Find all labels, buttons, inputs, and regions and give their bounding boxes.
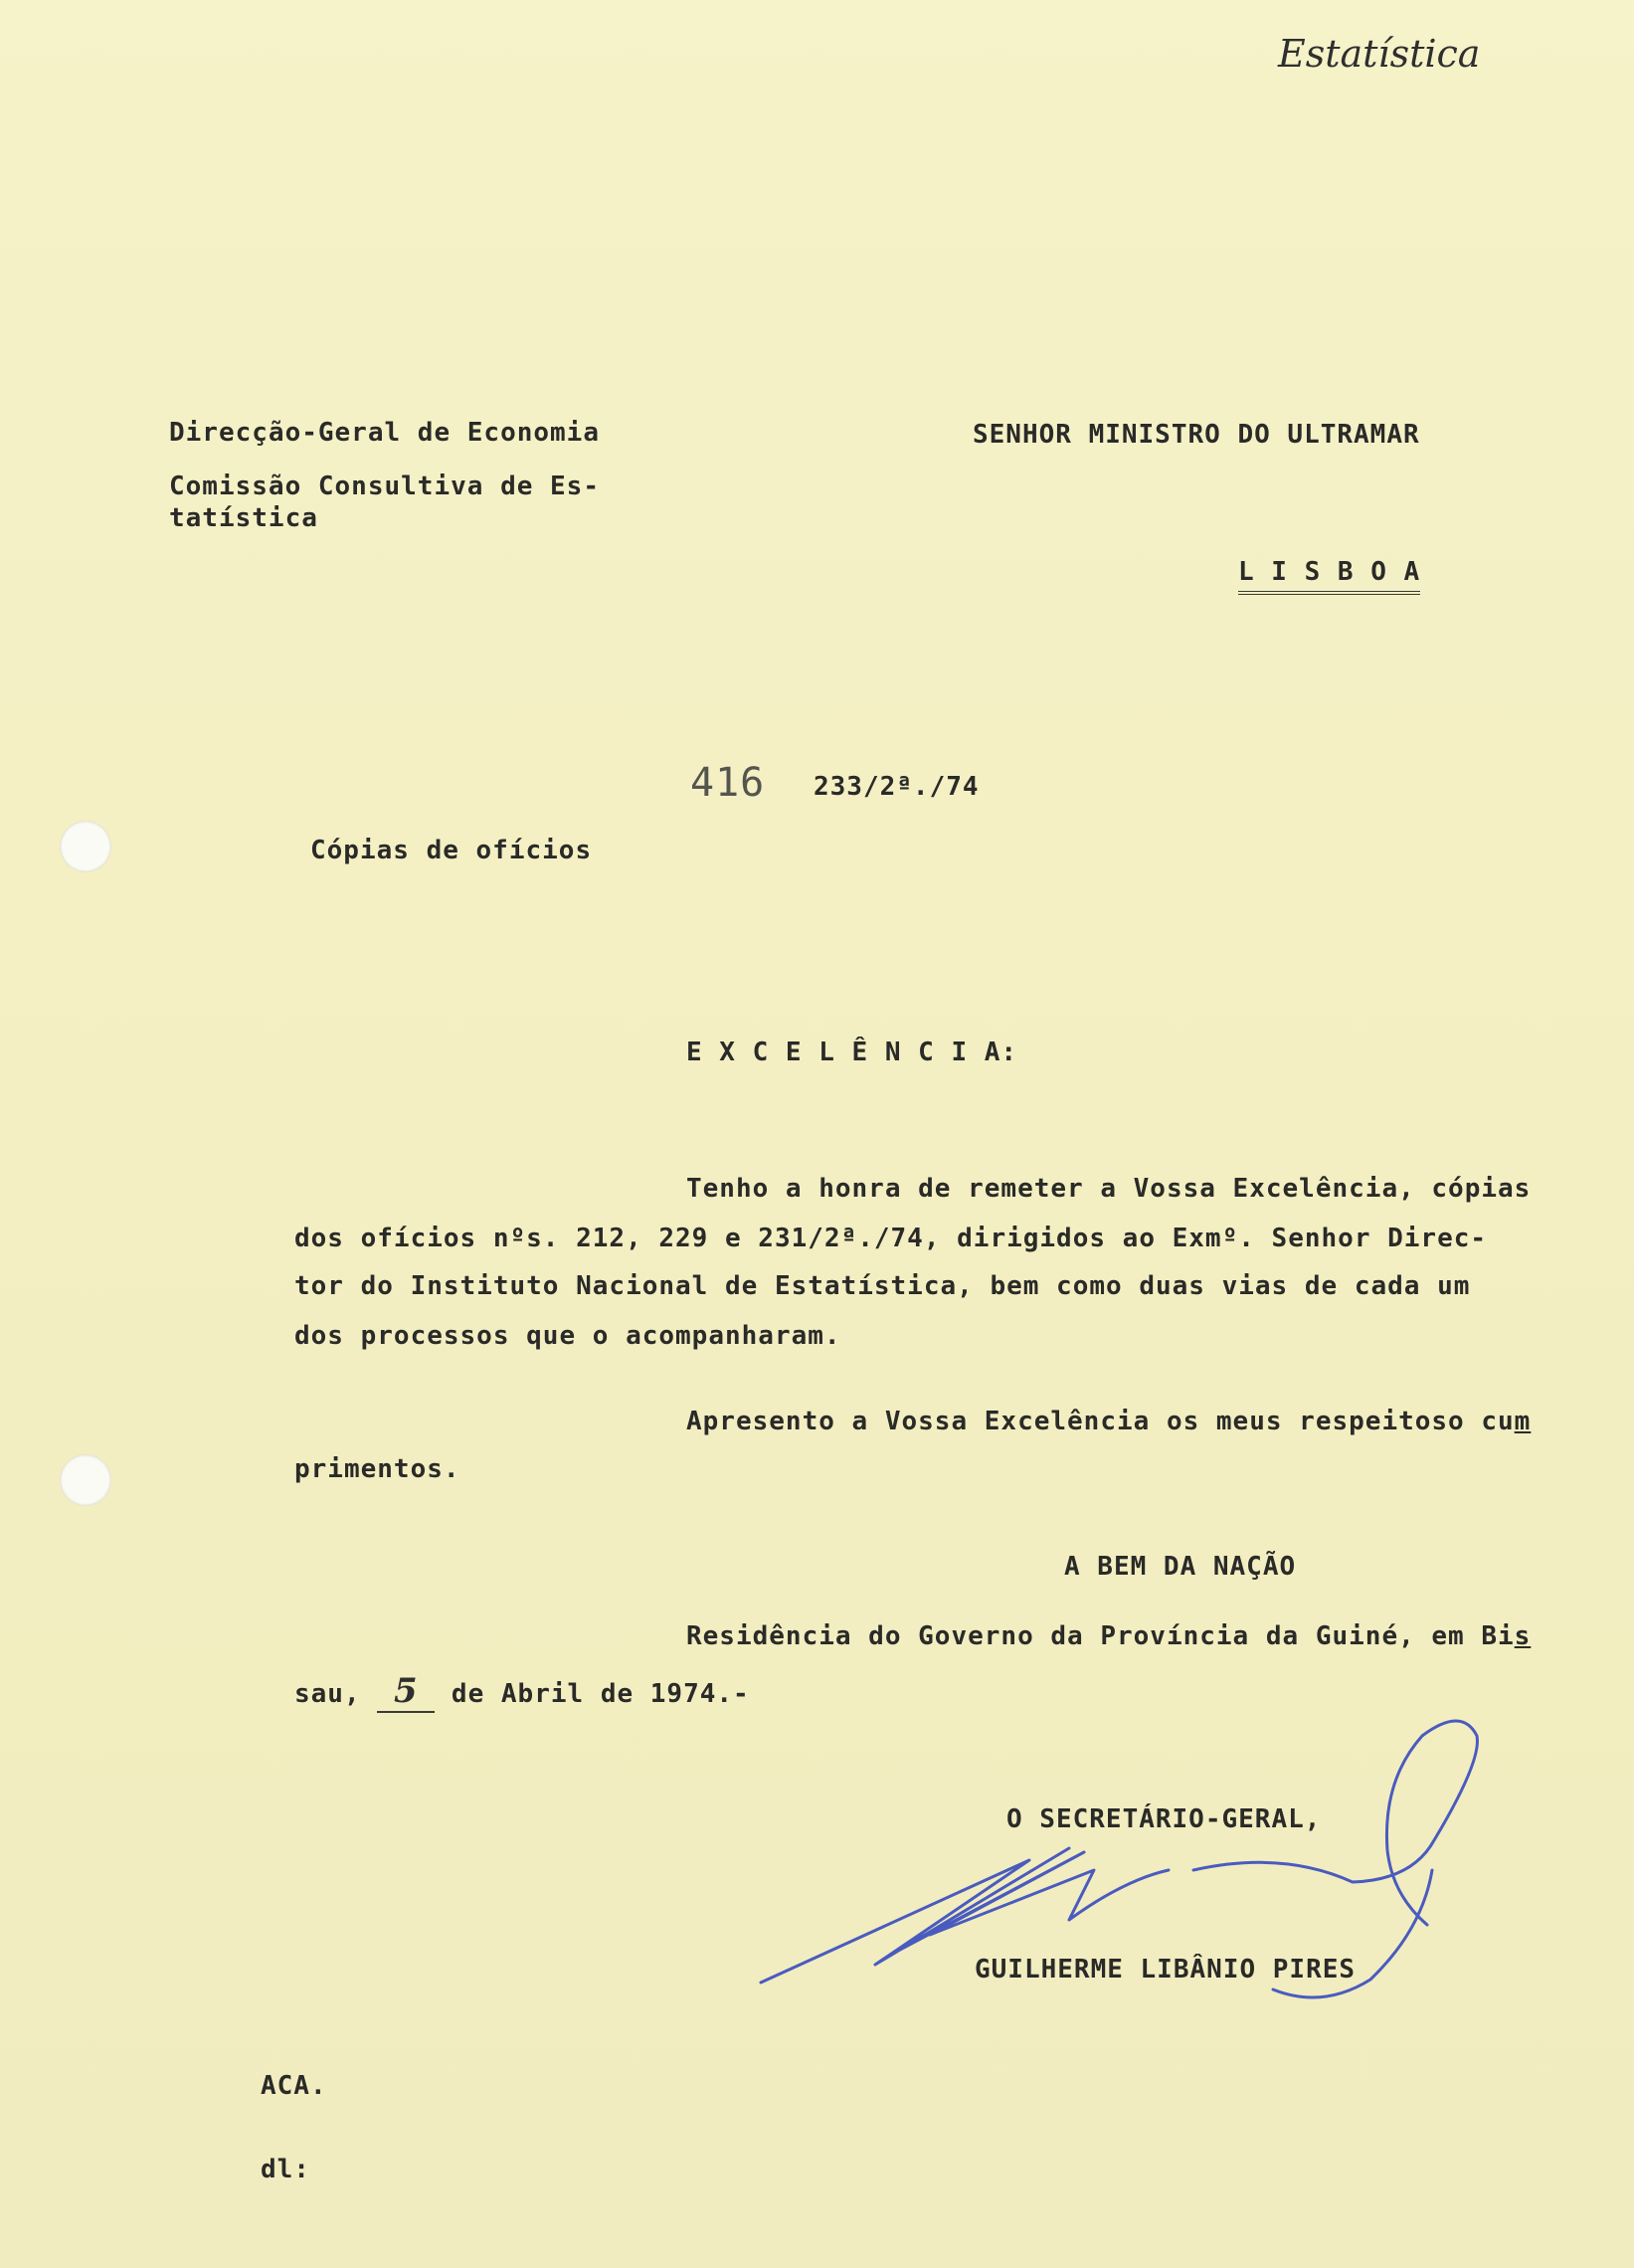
salutation: E X C E L Ê N C I A:: [686, 1038, 1018, 1067]
signatory-title: O SECRETÁRIO-GERAL,: [1006, 1804, 1322, 1834]
sender-line-3: tatística: [169, 503, 318, 533]
place-line-2-text: sau,: [294, 1679, 378, 1709]
body-line-1: Tenho a honra de remeter a Vossa Excelência, cópias: [686, 1174, 1532, 1204]
recipient-city: L I S B O A: [1238, 557, 1420, 595]
footer-initials-1: ACA.: [261, 2071, 327, 2101]
body-line-5-text: Apresento a Vossa Excelência os meus respeitoso cu: [686, 1407, 1515, 1436]
handwritten-day: [377, 1671, 435, 1713]
sender-line-1: Direcção-Geral de Economia: [169, 418, 600, 448]
recipient-line: SENHOR MINISTRO DO ULTRAMAR: [973, 420, 1420, 450]
stamp-number: 416: [690, 760, 766, 806]
subject-line: Cópias de ofícios: [310, 836, 593, 865]
reference-code: 233/2ª./74: [814, 772, 980, 802]
sender-line-2: Comissão Consultiva de Es-: [169, 472, 600, 501]
handwritten-day-value: 5: [393, 1671, 419, 1711]
place-line-1-text: Residência do Governo da Província da Guiné, em Bi: [686, 1621, 1515, 1651]
place-line-2-date: de Abril de 1974.-: [435, 1679, 750, 1709]
punch-hole-bottom: [60, 1454, 111, 1506]
body-line-6: primentos.: [294, 1454, 460, 1484]
footer-initials-2: dl:: [261, 2155, 310, 2184]
body-line-4: dos processos que o acompanharam.: [294, 1321, 841, 1351]
body-line-2: dos ofícios nºs. 212, 229 e 231/2ª./74, dirigidos ao Exmº. Senhor Direc-: [294, 1224, 1488, 1253]
signatory-name: GUILHERME LIBÂNIO PIRES: [975, 1955, 1357, 1984]
place-line-2: [294, 1671, 750, 1713]
place-line-1-underlined: s: [1514, 1621, 1532, 1651]
body-line-5-underlined: m: [1514, 1407, 1532, 1436]
body-line-5: [686, 1407, 1531, 1436]
handwritten-annotation: Estatística: [1278, 32, 1481, 76]
place-line-1: [686, 1621, 1531, 1651]
punch-hole-top: [60, 821, 111, 872]
body-line-3: tor do Instituto Nacional de Estatística, bem como duas vias de cada um: [294, 1271, 1471, 1301]
closing-motto: A BEM DA NAÇÃO: [1064, 1552, 1297, 1582]
